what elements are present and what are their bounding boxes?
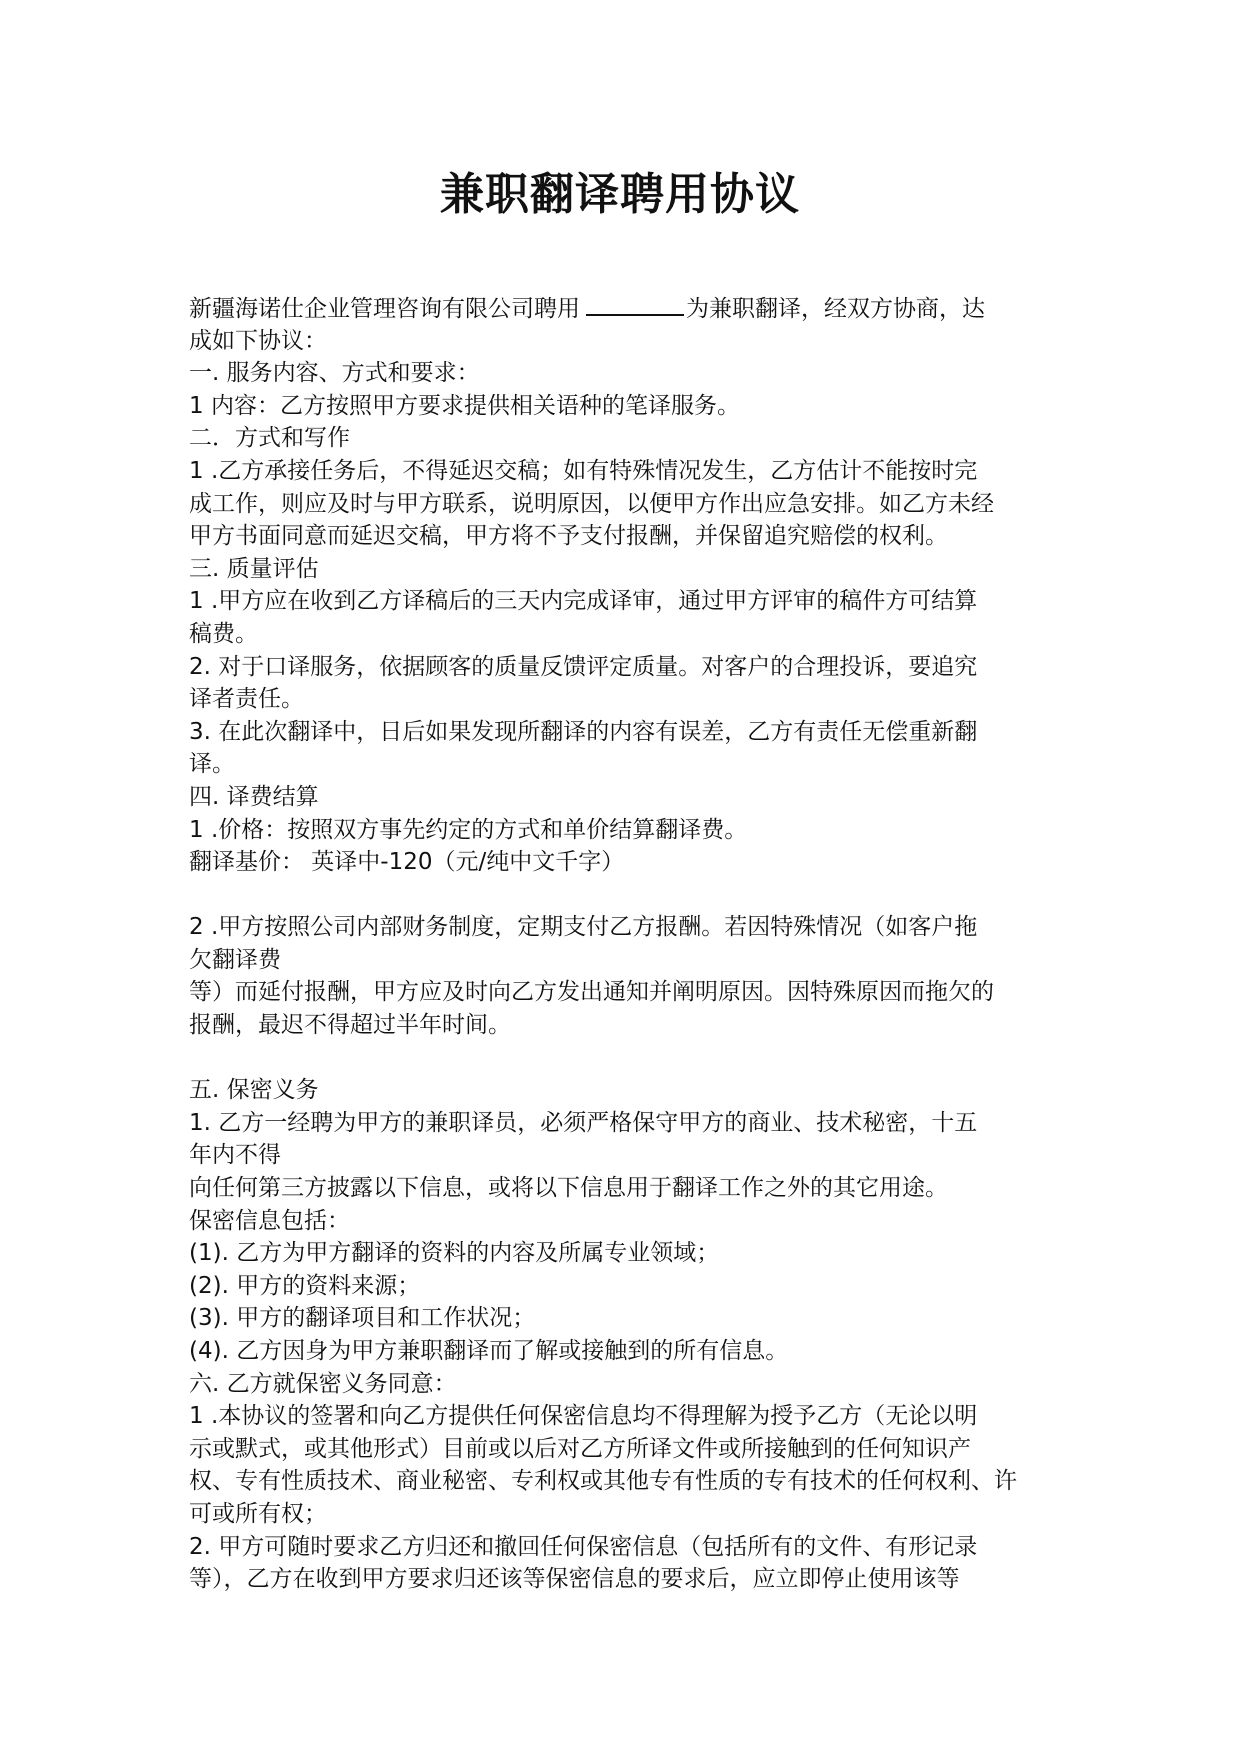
intro-line-2: 成如下协议： — [189, 327, 327, 354]
section-4-base-price: 翻译基价： 英译中-120（元/纯中文千字） — [189, 849, 625, 876]
section-3-item-1-line-2: 稿费。 — [189, 620, 258, 647]
section-4-item-2-line-1: 2 .甲方按照公司内部财务制度，定期支付乙方报酬。若因特殊情况（如客户拖 — [189, 914, 978, 941]
section-5-info-heading: 保密信息包括： — [189, 1207, 350, 1234]
document-body — [189, 292, 1059, 1596]
document-title: 兼职翻译聘用协议 — [440, 169, 800, 220]
section-4-item-2-line-3: 等）而延付报酬，甲方应及时向乙方发出通知并阐明原因。因特殊原因而拖欠的 — [189, 979, 994, 1006]
blank-line — [189, 1042, 1059, 1075]
section-2-item-1-line-2: 成工作，则应及时与甲方联系，说明原因，以便甲方作出应急安排。如乙方未经 — [189, 490, 994, 517]
section-2-heading: 二．方式和写作 — [189, 425, 350, 452]
section-6-item-1-line-2: 示或默式，或其他形式）目前或以后对乙方所译文件或所接触到的任何知识产 — [189, 1435, 971, 1462]
section-6-item-2-line-2: 等），乙方在收到甲方要求归还该等保密信息的要求后，应立即停止使用该等 — [189, 1566, 960, 1593]
section-4-heading: 四. 译费结算 — [189, 783, 319, 810]
section-4-item-1: 1 .价格：按照双方事先约定的方式和单价结算翻译费。 — [189, 816, 748, 843]
section-5-item-1-line-1: 1. 乙方一经聘为甲方的兼职译员，必须严格保守甲方的商业、技术秘密，十五 — [189, 1109, 978, 1136]
section-5-info-item-4: (4). 乙方因身为甲方兼职翻译而了解或接触到的所有信息。 — [189, 1338, 789, 1364]
section-6-item-1-line-3: 权、专有性质技术、商业秘密、专利权或其他专有性质的专有技术的任何权利、许 — [189, 1468, 1017, 1495]
intro-line-1 — [189, 292, 1059, 325]
intro-text-before-blank: 新疆海诺仕企业管理咨询有限公司聘用 — [189, 296, 580, 322]
section-6-item-2-line-1: 2. 甲方可随时要求乙方归还和撤回任何保密信息（包括所有的文件、有形记录 — [189, 1533, 978, 1560]
section-3-item-3-line-1: 3. 在此次翻译中，日后如果发现所翻译的内容有误差，乙方有责任无偿重新翻 — [189, 718, 978, 745]
section-5-heading: 五. 保密义务 — [189, 1077, 319, 1104]
blank-line — [189, 879, 1059, 912]
section-3-heading: 三. 质量评估 — [189, 555, 319, 582]
section-3-item-3-line-2: 译。 — [189, 751, 235, 778]
section-3-item-2-line-1: 2. 对于口译服务，依据顾客的质量反馈评定质量。对客户的合理投诉，要追究 — [189, 653, 978, 680]
section-4-item-2-line-2: 欠翻译费 — [189, 946, 281, 973]
section-4-item-2-line-4: 报酬，最迟不得超过半年时间。 — [189, 1012, 511, 1039]
section-6-item-1-line-4: 可或所有权； — [189, 1500, 327, 1527]
section-5-item-1-line-3: 向任何第三方披露以下信息，或将以下信息用于翻译工作之外的其它用途。 — [189, 1175, 948, 1202]
section-5-info-item-3: (3). 甲方的翻译项目和工作状况； — [189, 1305, 536, 1332]
name-blank-field — [586, 292, 684, 316]
section-5-info-item-2: (2). 甲方的资料来源； — [189, 1272, 421, 1299]
section-2-item-1-line-3: 甲方书面同意而延迟交稿，甲方将不予支付报酬，并保留追究赔偿的权利。 — [189, 523, 948, 550]
intro-text-after-blank: 为兼职翻译，经双方协商，达 — [686, 296, 985, 322]
section-3-item-2-line-2: 译者责任。 — [189, 686, 304, 713]
section-6-item-1-line-1: 1 .本协议的签署和向乙方提供任何保密信息均不得理解为授予乙方（无论以明 — [189, 1403, 978, 1430]
section-2-item-1-line-1: 1 .乙方承接任务后，不得延迟交稿；如有特殊情况发生，乙方估计不能按时完 — [189, 457, 978, 484]
section-6-heading: 六. 乙方就保密义务同意： — [189, 1370, 457, 1397]
section-1-heading: 一. 服务内容、方式和要求： — [189, 360, 480, 387]
section-5-info-item-1: (1). 乙方为甲方翻译的资料的内容及所属专业领域； — [189, 1240, 720, 1267]
section-5-item-1-line-2: 年内不得 — [189, 1142, 281, 1169]
section-3-item-1-line-1: 1 .甲方应在收到乙方译稿后的三天内完成译审，通过甲方评审的稿件方可结算 — [189, 588, 978, 615]
section-1-item-1: 1 内容：乙方按照甲方要求提供相关语种的笔译服务。 — [189, 392, 740, 419]
